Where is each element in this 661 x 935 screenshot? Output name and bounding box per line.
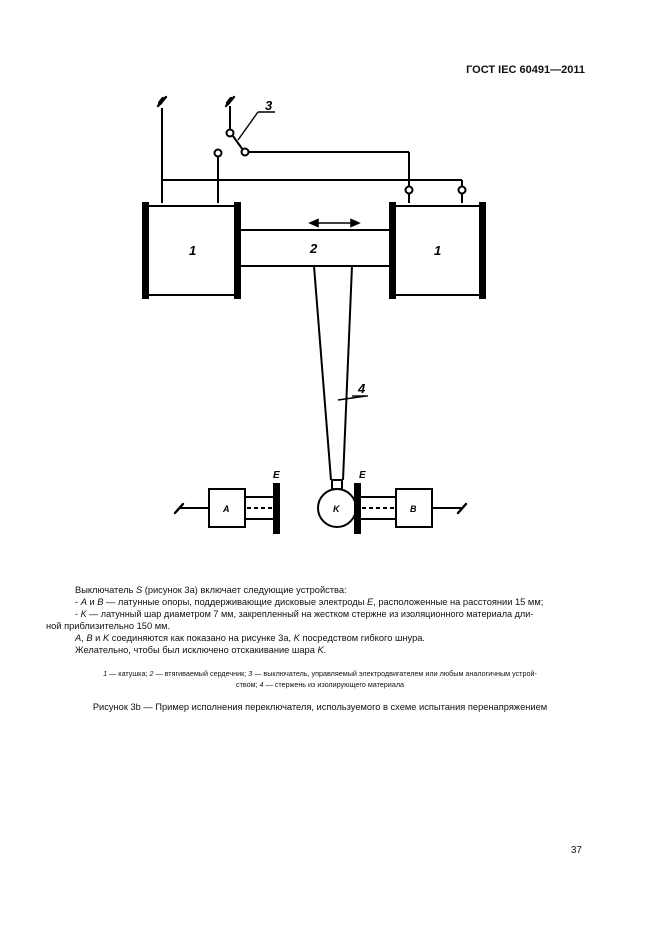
figure-title: Рисунок 3b — Пример исполнения переключателя, используемого в схеме испытания перенапряжением [92, 702, 548, 712]
coil-right-flange-outer [480, 203, 485, 298]
label-rod: 4 [358, 381, 366, 396]
arrow-head-left [310, 220, 318, 227]
switch-blade [233, 136, 243, 150]
label-coil-right: 1 [434, 243, 442, 258]
label-ball-k: K [333, 504, 340, 514]
switch-contact [242, 149, 249, 156]
electrode-right [355, 484, 360, 533]
rod-tip [332, 480, 342, 489]
body-line-1: Выключатель S (рисунок 3а) включает следующие устройства: [75, 585, 347, 595]
body-line-4: ной приблизительно 150 мм. [46, 621, 171, 631]
terminal-right-coil-b [459, 187, 466, 194]
rod-right-edge [343, 266, 352, 480]
coil-left-flange-outer [143, 203, 148, 298]
body-line-6: Желательно, чтобы был исключено отскакивание шара K. [75, 645, 327, 655]
label-support-a: A [223, 504, 230, 514]
body-line-3: - K — латунный шар диаметром 7 мм, закрепленный на жестком стержне из изоляционного материала дли- [75, 609, 534, 619]
label-support-b: B [410, 504, 417, 514]
label-core: 2 [310, 241, 318, 256]
figure-legend-line-1: 1 — катушка; 2 — втягиваемый сердечник; 3 — выключатель, управляемый электродвигателем или любым аналогичным устрой- [103, 669, 537, 678]
terminal-mark-switch-head [228, 99, 231, 103]
coil-left-flange-inner [235, 203, 240, 298]
coil-right-flange-inner [390, 203, 395, 298]
switch-pivot [227, 130, 234, 137]
arrow-head-right [351, 220, 359, 227]
terminal-right-coil-a [406, 187, 413, 194]
label-coil-left: 1 [189, 243, 197, 258]
terminal-mark-left-head [160, 99, 163, 103]
rod-left-edge [314, 266, 331, 480]
electrode-left [274, 484, 279, 533]
body-line-2: - A и B — латунные опоры, поддерживающие дисковые электроды E, расположенные на расстоянии 15 мм; [75, 597, 544, 607]
document-header: ГОСТ IEC 60491—2011 [466, 64, 585, 76]
terminal-left-coil [215, 150, 222, 157]
label-switch: 3 [265, 98, 273, 113]
leader-3 [238, 112, 258, 140]
label-electrode-right: E [359, 470, 366, 481]
figure-legend-line-2: ством; 4 — стержень из изолирующего материала [235, 680, 405, 689]
page-number: 37 [570, 845, 582, 856]
body-line-5: A, B и K соединяются как показано на рисунке 3а, K посредством гибкого шнура. [75, 633, 426, 643]
label-electrode-left: E [273, 470, 280, 481]
